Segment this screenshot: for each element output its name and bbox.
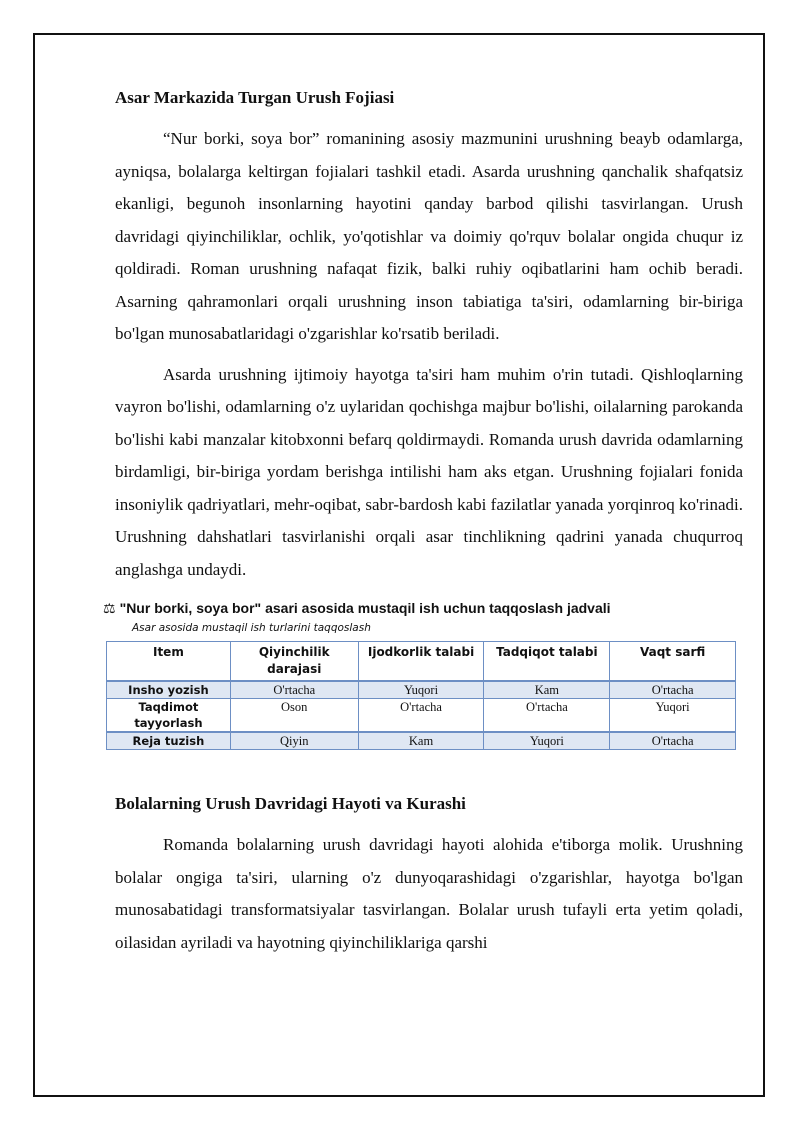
section-heading: Bolalarning Urush Davridagi Hayoti va Kurashi — [115, 794, 466, 813]
table-row — [107, 699, 736, 733]
column-header: Vaqt sarfi — [610, 642, 736, 682]
row-header-cell: Reja tuzish — [107, 732, 231, 750]
table-cell: Yuqori — [484, 732, 610, 750]
section-2 — [115, 792, 743, 959]
table-cell: Yuqori — [610, 699, 736, 733]
table-cell: Yuqori — [358, 681, 484, 699]
table-cell: O'rtacha — [610, 732, 736, 750]
paragraph: Romanda bolalarning urush davridagi hayoti alohida e'tiborga molik. Urushning bolalar ongiga ta'siri, ularning o'z dunyoqarashidagi o'zgarishlar, hayotga bo'lgan munosabatidagi transformatsiyalar tasvirlangan. Bolalar urush tufayli erta yetim qoladi, oilasidan ayriladi va hayotning qiyinchiliklariga qarshi — [115, 835, 743, 952]
table-cell: Oson — [230, 699, 358, 733]
paragraph: “Nur borki, soya bor” romanining asosiy mazmunini urushning beayb odamlarga, ayniqsa, bolalarga keltirgan fojialari tashkil etadi. Asarda urushning qanchalik shafqatsiz ekanligi, begunoh insonlarning hayotini qanday barbod qilishi tasvirlangan. Urush davridagi qiyinchiliklar, ochlik, yo'qotishlar va doimiy qo'rquv bolalar ongida chuqur iz qoldiradi. Roman urushning nafaqat fizik, balki ruhiy oqibatlarini ham ochib beradi. Asarning qahramonlari orqali urushning inson tabiatiga ta'siri, odamlarning bir-biriga bo'lgan munosabatlaridagi o'zgarishlar ko'rsatib beriladi. — [115, 129, 743, 343]
scale-icon: ⚖ — [103, 600, 116, 616]
table-cell: O'rtacha — [230, 681, 358, 699]
table-cell: O'rtacha — [610, 681, 736, 699]
column-header: Tadqiqot talabi — [484, 642, 610, 682]
table-cell: Kam — [358, 732, 484, 750]
row-header-cell: Taqdimot tayyorlash — [107, 699, 231, 733]
table-caption — [103, 598, 743, 618]
table-cell: Qiyin — [230, 732, 358, 750]
table-cell: O'rtacha — [484, 699, 610, 733]
comparison-table — [106, 641, 736, 750]
column-header: Qiyinchilik darajasi — [230, 642, 358, 682]
table-cell: Kam — [484, 681, 610, 699]
table-cell: O'rtacha — [358, 699, 484, 733]
column-header: Item — [107, 642, 231, 682]
column-header: Ijodkorlik talabi — [358, 642, 484, 682]
document-content — [103, 86, 743, 967]
table-header-row — [107, 642, 736, 682]
table-row — [107, 732, 736, 750]
table-caption-text: "Nur borki, soya bor" asari asosida mustaqil ish uchun taqqoslash jadvali — [119, 600, 611, 616]
paragraph: Asarda urushning ijtimoiy hayotga ta'siri ham muhim o'rin tutadi. Qishloqlarning vayron bo'lishi, odamlarning o'z uylaridan qochishga majbur bo'lishi, oilalarning parokanda bo'lishi kabi manzalar kitobxonni befarq qoldirmaydi. Romanda urush davrida odamlarning birdamligi, bir-biriga yordam berishga intilishi ham aks etgan. Urushning fojialari fonida insoniylik qadriyatlari, mehr-oqibat, sabr-bardosh kabi fazilatlar yanada yorqinroq ko'rinadi. Urushning dahshatlari tasvirlanishi orqali asar tinchlikning qadrini yanada chuqurroq anglashga undaydi. — [115, 364, 743, 579]
table-subcaption: Asar asosida mustaqil ish turlarini taqqoslash — [132, 622, 371, 634]
table-row — [107, 681, 736, 699]
row-header-cell: Insho yozish — [107, 681, 231, 699]
section-heading: Asar Markazida Turgan Urush Fojiasi — [115, 88, 395, 107]
